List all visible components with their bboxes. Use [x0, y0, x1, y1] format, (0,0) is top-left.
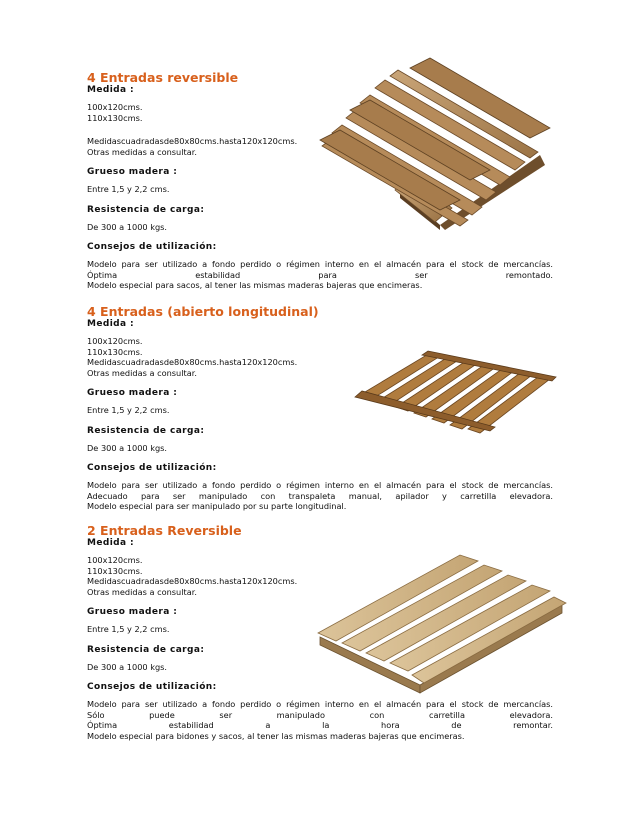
medida-label: Medida :	[87, 85, 135, 95]
section-title: 4 Entradas (abierto longitudinal)	[87, 304, 319, 319]
consejos-line: Sólo puede ser manipulado con carretilla elevadora.	[87, 709, 553, 720]
consejos-line: Modelo especial para sacos, al tener las mismas maderas bajeras que encimeras.	[87, 280, 423, 290]
consejos-label: Consejos de utilización:	[87, 682, 217, 692]
grueso-label: Grueso madera :	[87, 607, 178, 617]
pallet-4-entradas-reversible-image	[290, 40, 555, 230]
consejos-label: Consejos de utilización:	[87, 463, 217, 473]
grueso-label: Grueso madera :	[87, 388, 178, 398]
consejos-label: Consejos de utilización:	[87, 242, 217, 252]
consejos-line: Adecuado para ser manipulado con transpaleta manual, apilador y carretilla elevadora.	[87, 490, 553, 501]
medida-line: 100x120cms.	[87, 336, 143, 346]
consejos-line: Óptima estabilidad a la hora de remontar.	[87, 720, 553, 730]
medida-extra-line: Otras medidas a consultar.	[87, 146, 197, 157]
consejos-line: Modelo especial para bidones y sacos, al tener las mismas maderas bajeras que encimeras.	[87, 730, 465, 741]
medida-line: 100x120cms.	[87, 102, 143, 112]
resistencia-value: De 300 a 1000 kgs.	[87, 442, 168, 453]
consejos-line: Modelo para ser utilizado a fondo perdido o régimen interno en el almacén para el stock de mercancías.	[87, 699, 553, 709]
consejos-line: Óptima estabilidad para ser remontado.	[87, 269, 553, 280]
medida-line: Medidascuadradasde80x80cms.hasta120x120cms.	[87, 357, 298, 367]
section-title: 4 Entradas reversible	[87, 70, 239, 85]
medida-line: 110x130cms.	[87, 112, 143, 123]
resistencia-label: Resistencia de carga:	[87, 425, 205, 436]
medida-label: Medida :	[87, 538, 135, 548]
medida-line: 110x130cms.	[87, 565, 143, 576]
grueso-value: Entre 1,5 y 2,2 cms.	[87, 184, 170, 194]
section-title: 2 Entradas Reversible	[87, 523, 242, 538]
grueso-value: Entre 1,5 y 2,2 cms.	[87, 405, 170, 415]
medida-line: Medidascuadradasde80x80cms.hasta120x120cms.	[87, 576, 298, 586]
medida-line: 110x130cms.	[87, 346, 143, 357]
medida-line: Otras medidas a consultar.	[87, 586, 197, 597]
resistencia-label: Resistencia de carga:	[87, 204, 205, 215]
medida-extra-line: Medidascuadradasde80x80cms.hasta120x120cms.	[87, 136, 298, 146]
medida-label: Medida :	[87, 319, 135, 329]
grueso-value: Entre 1,5 y 2,2 cms.	[87, 624, 170, 634]
resistencia-value: De 300 a 1000 kgs.	[87, 221, 168, 232]
pallet-2-entradas-reversible-image	[300, 545, 570, 695]
medida-line: Otras medidas a consultar.	[87, 367, 197, 378]
pallet-4-entradas-abierto-longitudinal-image	[330, 345, 560, 435]
resistencia-label: Resistencia de carga:	[87, 644, 205, 655]
consejos-line: Modelo para ser utilizado a fondo perdido o régimen interno en el almacén para el stock de mercancías.	[87, 480, 553, 490]
grueso-label: Grueso madera :	[87, 167, 178, 177]
consejos-line: Modelo especial para ser manipulado por su parte longitudinal.	[87, 501, 347, 511]
medida-line: 100x120cms.	[87, 555, 143, 565]
resistencia-value: De 300 a 1000 kgs.	[87, 661, 168, 672]
consejos-line: Modelo para ser utilizado a fondo perdido o régimen interno en el almacén para el stock de mercancías.	[87, 259, 553, 269]
